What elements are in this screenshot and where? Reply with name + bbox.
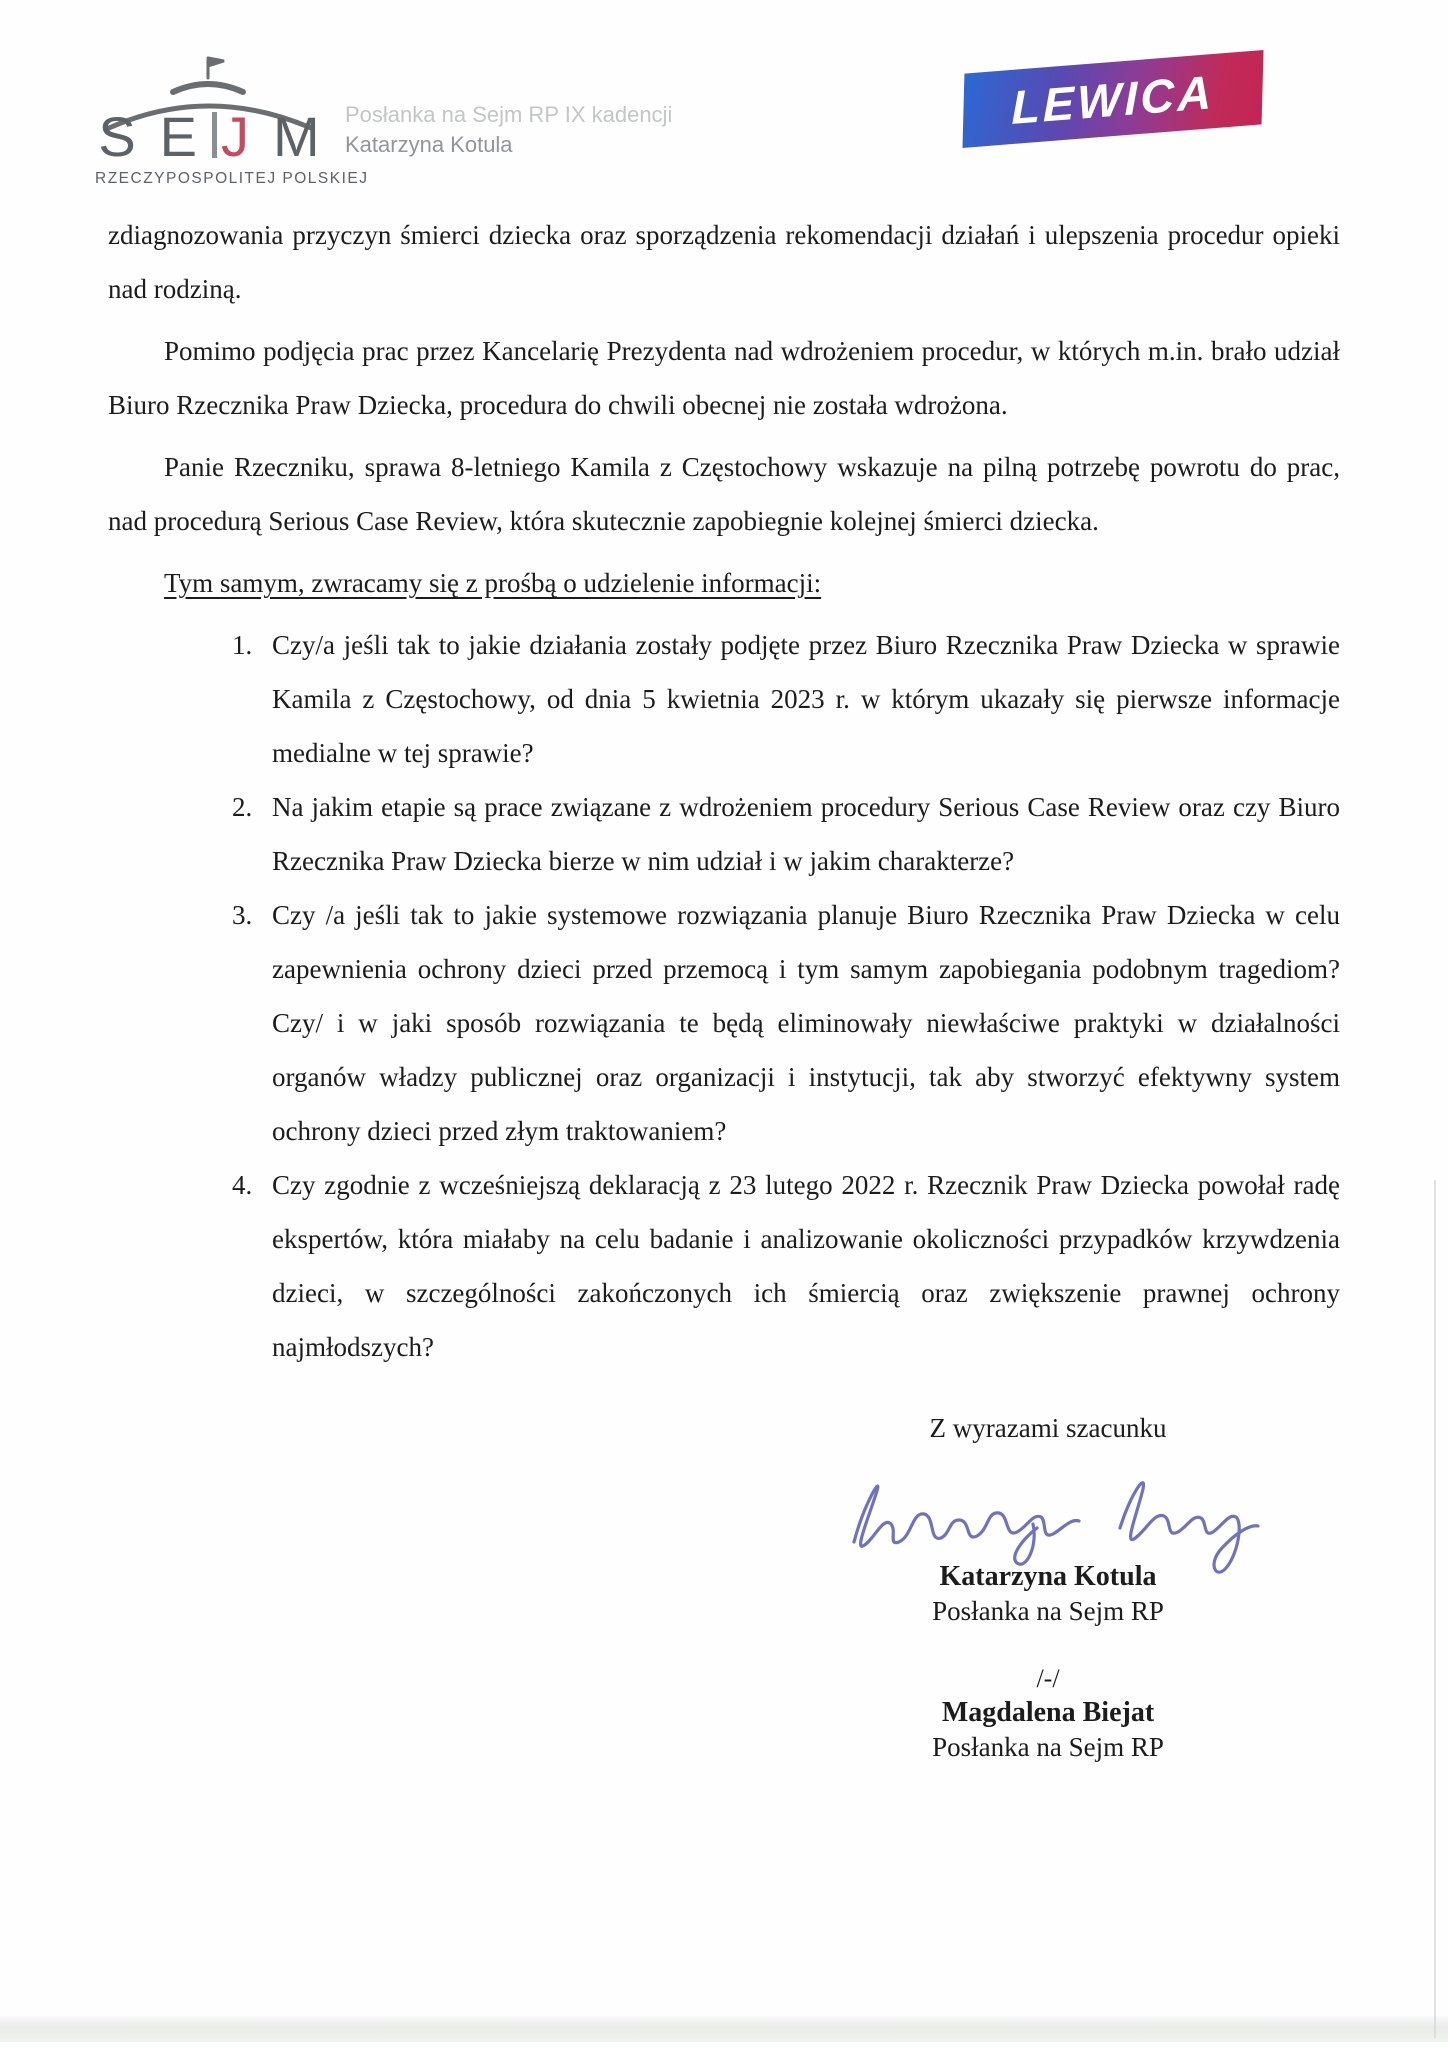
sejm-letter-m: M [273, 105, 322, 168]
scan-edge-band [0, 2016, 1448, 2042]
signatory-title: Posłanka na Sejm RP [932, 1596, 1164, 1626]
closing-block [838, 1410, 1258, 1764]
sejm-letter-e: E [159, 105, 200, 168]
list-item [232, 1158, 1340, 1374]
lewica-wordmark: LEWICA [1011, 64, 1215, 134]
list-item [232, 618, 1340, 780]
sender-name: Katarzyna Kotula [345, 132, 513, 157]
list-item [232, 780, 1340, 888]
question-number: 3. [232, 900, 253, 930]
sejm-letter-s: S [98, 105, 138, 168]
request-heading: Tym samym, zwracamy się z prośbą o udzielenie informacji: [164, 568, 822, 598]
paragraph-pomimo: Pomimo podjęcia prac przez Kancelarię Prezydenta nad wdrożeniem procedur, w których m.in. brało udział Biuro Rzecznika Praw Dziecka, procedura do chwili obecnej nie została wdrożona. [108, 336, 1340, 420]
handwritten-signature-icon [838, 1456, 1278, 1574]
paragraph-panie-rzeczniku: Panie Rzeczniku, sprawa 8-letniego Kamila z Częstochowy wskazuje na pilną potrzebę powrotu do prac, nad procedurą Serious Case Review, która skutecznie zapobiegnie kolejnej śmierci dziecka. [108, 452, 1340, 536]
sender-block [345, 100, 672, 160]
letter-body [108, 208, 1340, 1764]
question-text: Czy/a jeśli tak to jakie działania zostały podjęte przez Biuro Rzecznika Praw Dziecka w sprawie Kamila z Częstochowy, od dnia 5 kwietnia 2023 r. w którym ukazały się pierwsze informacje medialne w tej sprawie? [272, 630, 1340, 768]
question-number: 4. [232, 1170, 253, 1200]
scan-edge-line [1434, 1180, 1436, 2038]
questions-list [232, 618, 1340, 1374]
signature-mark: /-/ [1036, 1664, 1060, 1693]
signatory-title: Posłanka na Sejm RP [932, 1732, 1164, 1762]
list-item [232, 888, 1340, 1158]
letterhead [0, 0, 1448, 230]
sejm-wordmark [95, 105, 325, 168]
question-text: Na jakim etapie są prace związane z wdrożeniem procedury Serious Case Review oraz czy Biuro Rzecznika Praw Dziecka bierze w nim udział i w jakim charakterze? [272, 792, 1340, 876]
signatory-name: Katarzyna Kotula [939, 1561, 1157, 1592]
question-text: Czy zgodnie z wcześniejszą deklaracją z 23 lutego 2022 r. Rzecznik Praw Dziecka powołał radę ekspertów, która miałaby na celu badanie i analizowanie okoliczności przypadków krzywdzenia dzieci, w szczególności zakończonych ich śmiercią oraz zwiększenie prawnej ochrony najmłodszych? [272, 1170, 1340, 1362]
paragraph-continuation: zdiagnozowania przyczyn śmierci dziecka oraz sporządzenia rekomendacji działań i ulepszenia procedur opieki nad rodziną. [108, 220, 1340, 304]
signatory-name: Magdalena Biejat [941, 1697, 1155, 1728]
sender-role: Posłanka na Sejm RP IX kadencji [345, 102, 673, 127]
question-number: 2. [232, 792, 253, 822]
question-text: Czy /a jeśli tak to jakie systemowe rozwiązania planuje Biuro Rzecznika Praw Dziecka w celu zapewnienia ochrony dzieci przed przemocą i tym samym zapobiegania podobnym tragediom? Czy/ i w jaki sposób rozwiązania te będą eliminowały niewłaściwe praktyki w działalności organów władzy publicznej oraz organizacji i instytucji, tak aby stworzyć efektywny system ochrony dzieci przed złym traktowaniem? [272, 900, 1340, 1146]
lewica-logo [962, 50, 1263, 148]
question-number: 1. [232, 630, 253, 660]
sejm-letter-j: J [221, 105, 252, 168]
sejm-logo [95, 50, 369, 188]
salutation: Z wyrazami szacunku [929, 1413, 1167, 1443]
sejm-subtitle: RZECZYPOSPOLITEJ POLSKIEJ [95, 170, 369, 187]
second-signatory [838, 1662, 1258, 1764]
